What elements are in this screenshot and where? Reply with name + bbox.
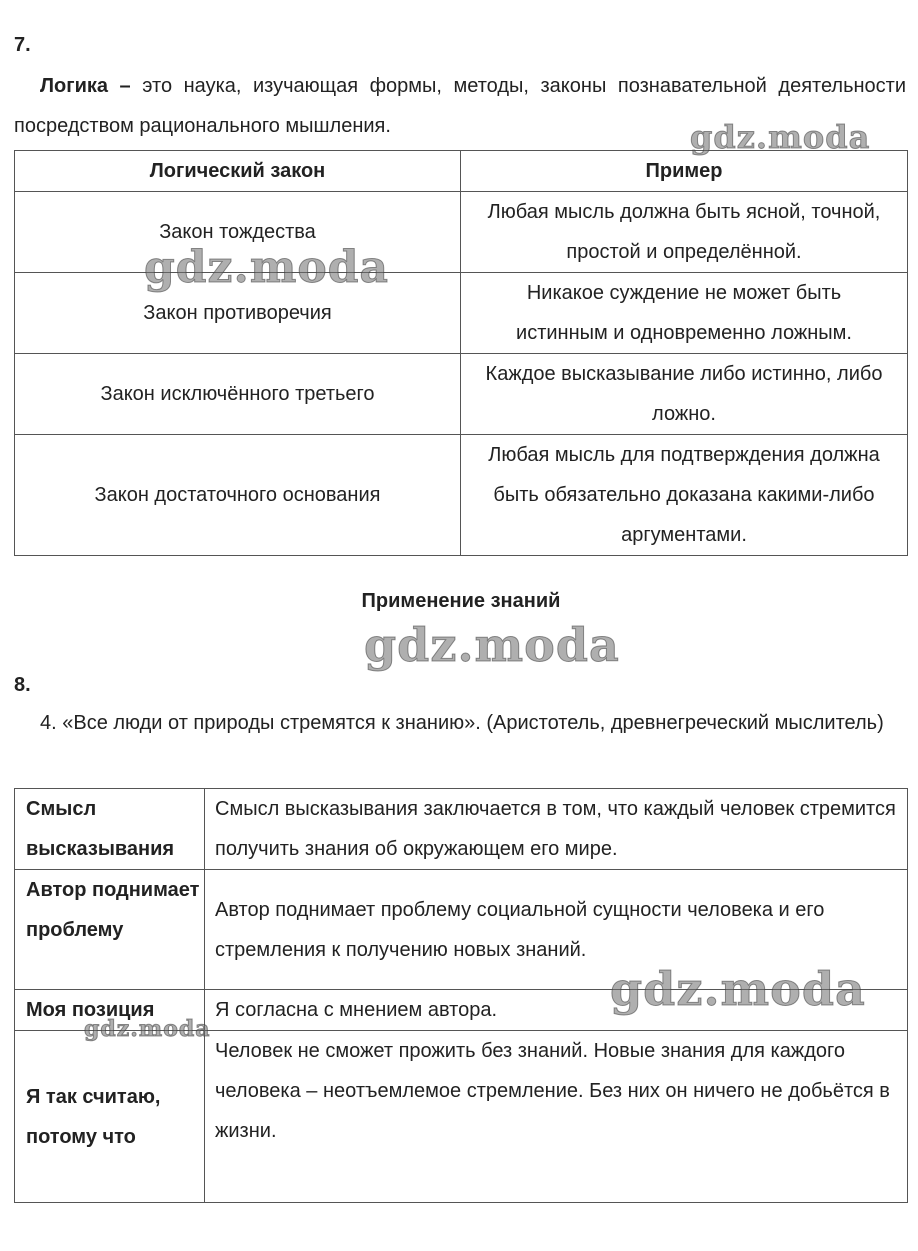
header-law: Логический закон — [15, 151, 461, 192]
row-label: Автор поднимает проблему — [15, 870, 205, 990]
table-row — [15, 192, 908, 273]
table-row — [15, 990, 908, 1031]
row-label: Смысл высказывания — [15, 789, 205, 870]
example-cell: Никакое суждение не может быть истинным и одновременно ложным. — [461, 273, 908, 354]
example-cell: Любая мысль для подтверждения должна быть обязательно доказана какими-либо аргументами. — [461, 435, 908, 556]
table-row — [15, 789, 908, 870]
example-cell: Любая мысль должна быть ясной, точной, простой и определённой. — [461, 192, 908, 273]
row-text: Человек не сможет прожить без знаний. Новые знания для каждого человека – неотъемлемое стремление. Без них он ничего не добьётся в жизни. — [205, 1031, 908, 1203]
row-text: Смысл высказывания заключается в том, что каждый человек стремится получить знания об окружающем его мире. — [205, 789, 908, 870]
law-cell: Закон исключённого третьего — [15, 354, 461, 435]
table-row — [15, 273, 908, 354]
table-row — [15, 1031, 908, 1203]
logic-definition — [14, 66, 906, 146]
logic-laws-table — [14, 150, 908, 556]
watermark: gdz.moda — [610, 962, 866, 1016]
law-cell: Закон достаточного основания — [15, 435, 461, 556]
table-row — [15, 870, 908, 990]
row-label: Я так считаю, потому что — [15, 1031, 205, 1203]
logic-definition-text: это наука, изучающая формы, методы, законы познавательной деятельности посредством рационального мышления. — [14, 75, 907, 137]
watermark: gdz.moda — [144, 242, 390, 293]
logic-term: Логика – — [40, 75, 131, 97]
task-7-number: 7. — [14, 34, 31, 56]
section-title: Применение знаний — [361, 590, 561, 612]
table-header-row — [15, 151, 908, 192]
law-cell: Закон противоречия — [15, 273, 461, 354]
header-example: Пример — [461, 151, 908, 192]
essay-plan-table — [14, 788, 908, 1203]
row-text: Я согласна с мнением автора. — [205, 990, 908, 1031]
aristotle-quote: 4. «Все люди от природы стремятся к знанию». (Аристотель, древнегреческий мыслитель) — [40, 712, 884, 734]
example-cell: Каждое высказывание либо истинно, либо ложно. — [461, 354, 908, 435]
row-text: Автор поднимает проблему социальной сущности человека и его стремления к получению новых знаний. — [205, 870, 908, 990]
table-row — [15, 435, 908, 556]
watermark: gdz.moda — [690, 118, 871, 156]
task-8-number: 8. — [14, 674, 31, 696]
row-label: Моя позиция — [15, 990, 205, 1031]
law-cell: Закон тождества — [15, 192, 461, 273]
table-row — [15, 354, 908, 435]
watermark: gdz.moda — [364, 618, 620, 672]
watermark: gdz.moda — [84, 1016, 211, 1042]
